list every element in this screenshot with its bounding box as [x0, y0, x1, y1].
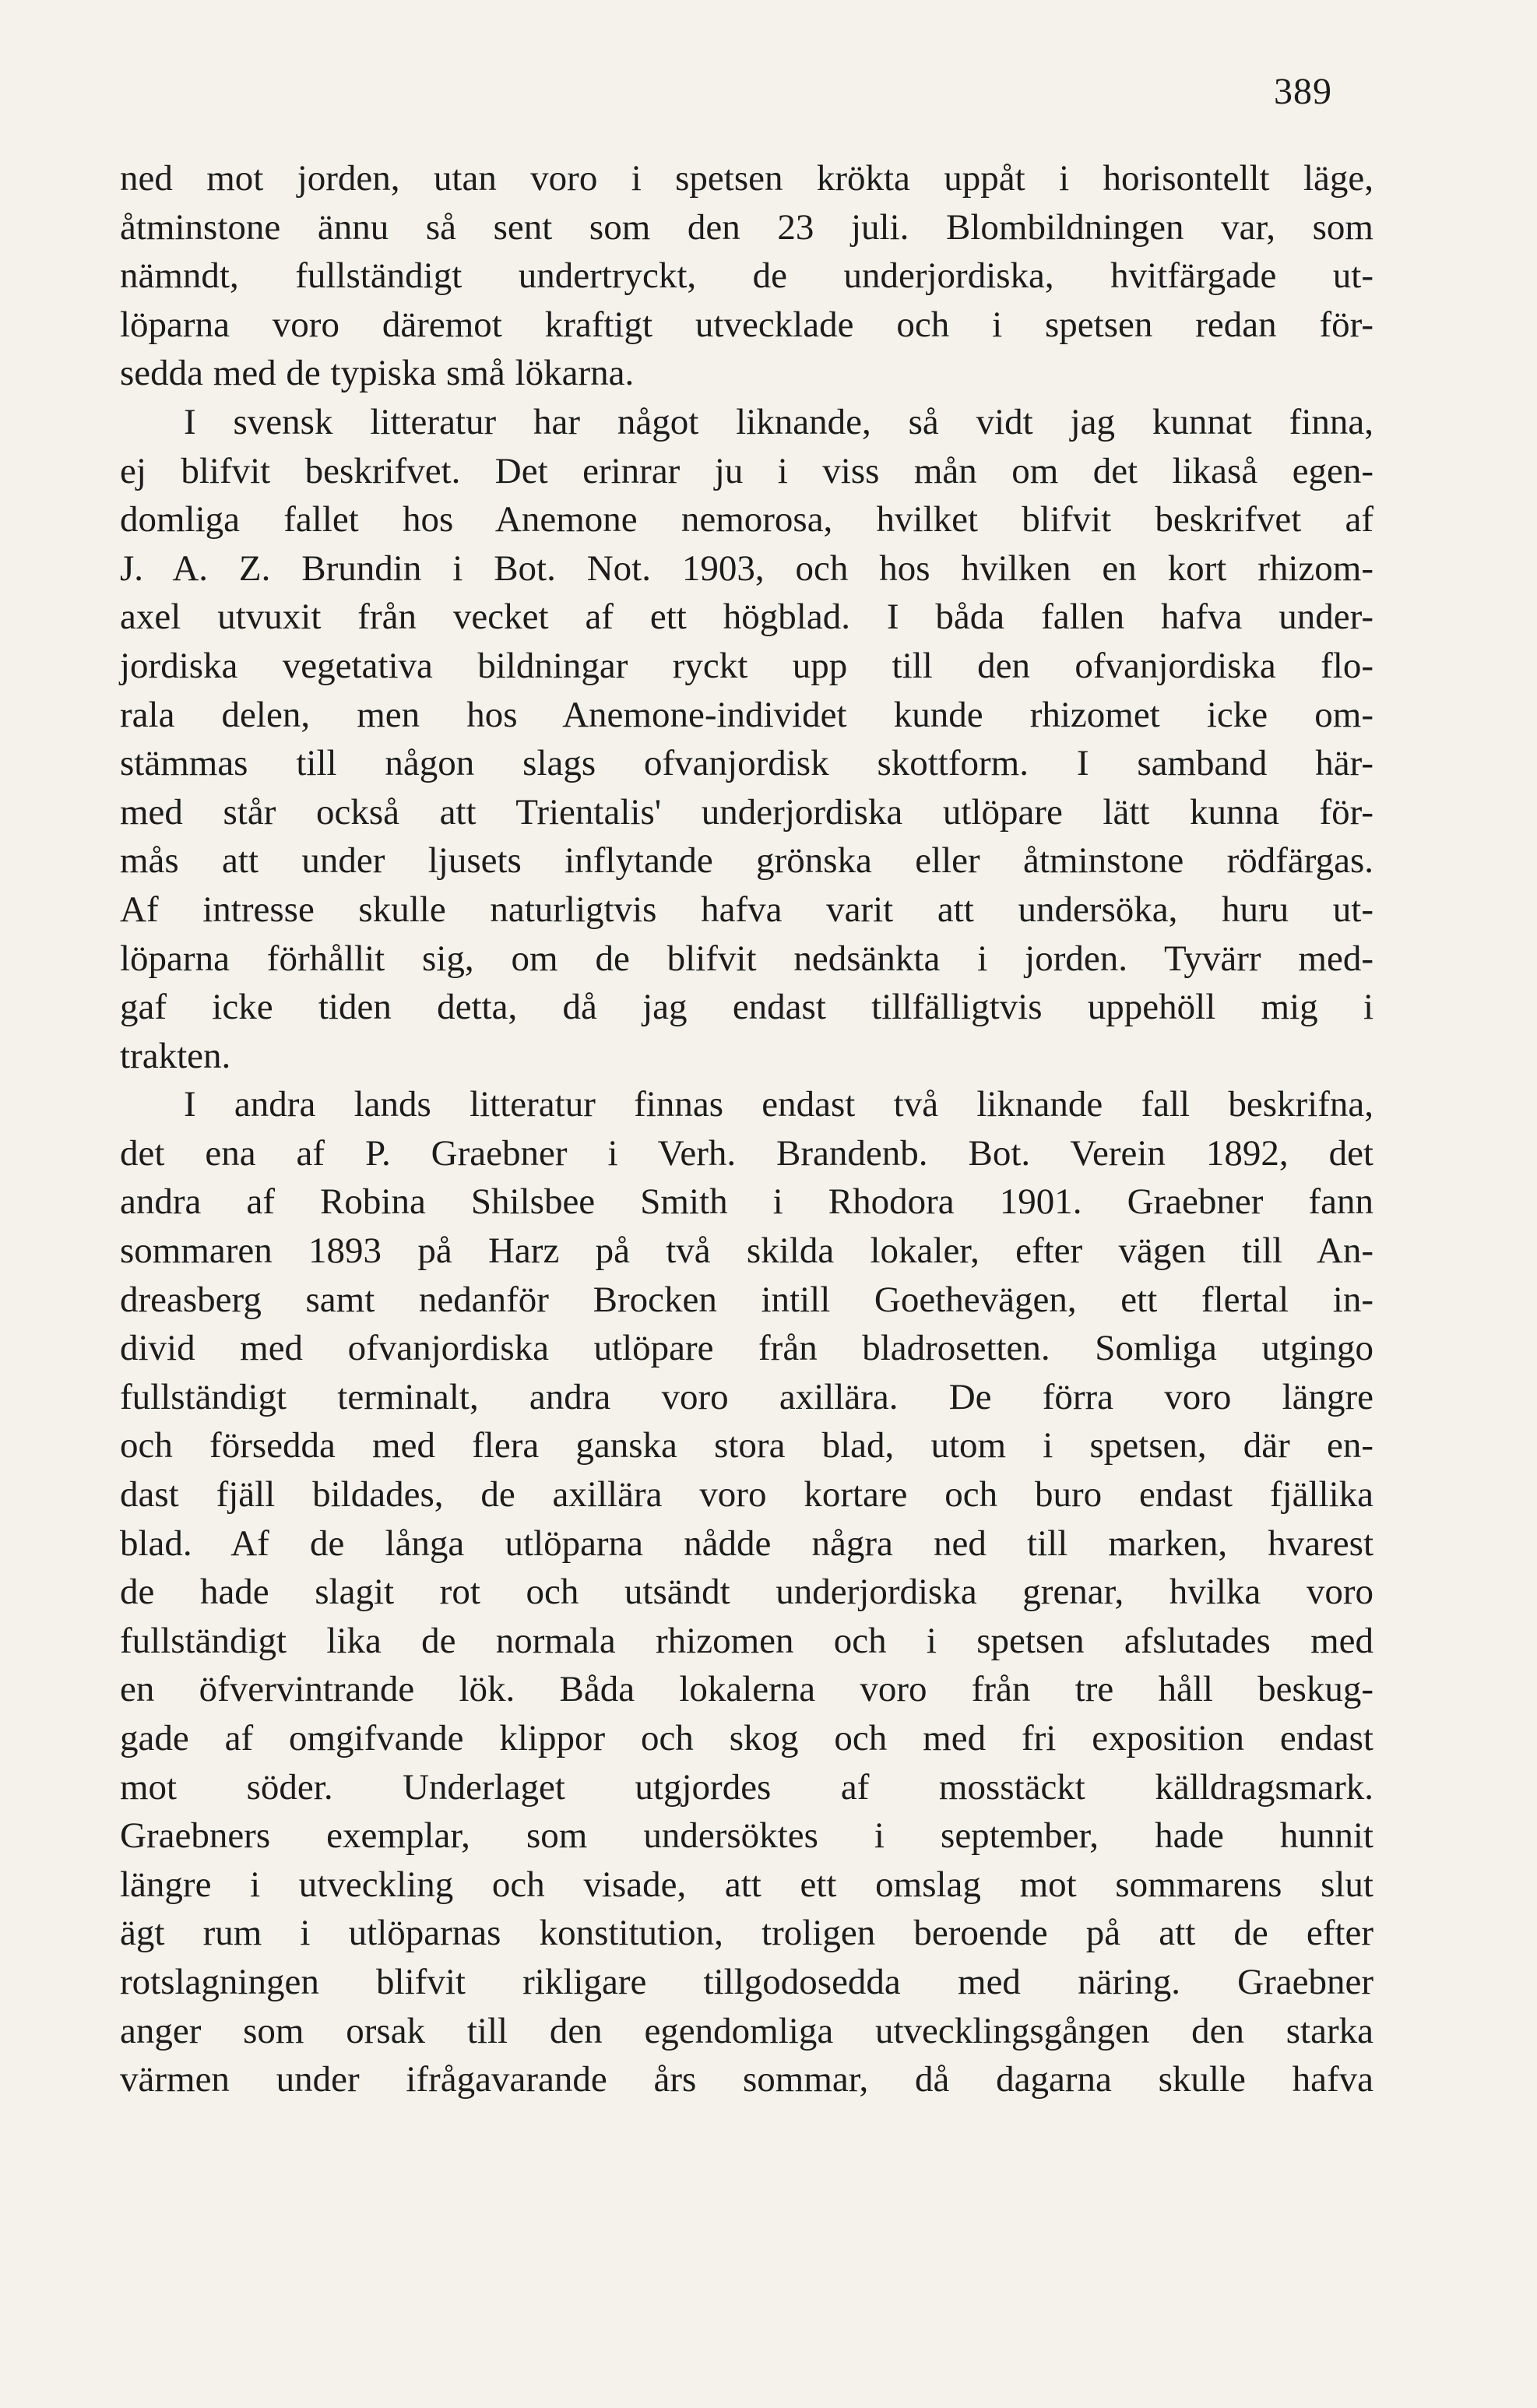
text-line: ned mot jorden, utan voro i spetsen krökta uppåt i horisontellt läge, — [120, 158, 1373, 199]
text-line: I svensk litteratur har något liknande, så vidt jag kunnat finna, — [184, 401, 1373, 442]
text-line: axel utvuxit från vecket af ett högblad. I båda fallen hafva under- — [120, 597, 1373, 638]
text-line: värmen under ifrågavarande års sommar, då dagarna skulle hafva — [120, 2059, 1373, 2100]
text-line: andra af Robina Shilsbee Smith i Rhodora 1901. Graebner fann — [120, 1181, 1373, 1223]
text-line: löparna voro däremot kraftigt utvecklade och i spetsen redan för- — [120, 304, 1373, 345]
text-line: ej blifvit beskrifvet. Det erinrar ju i viss mån om det likaså egen- — [120, 450, 1373, 491]
text-line: löparna förhållit sig, om de blifvit nedsänkta i jorden. Tyvärr med- — [120, 938, 1373, 979]
text-line: gade af omgifvande klippor och skog och med fri exposition endast — [120, 1718, 1373, 1758]
text-line: en öfvervintrande lök. Båda lokalerna voro från tre håll beskug- — [120, 1669, 1373, 1710]
text-line: blad. Af de långa utlöparna nådde några ned till marken, hvarest — [120, 1523, 1373, 1564]
text-line: fullständigt lika de normala rhizomen och i spetsen afslutades med — [120, 1620, 1373, 1661]
text-line: gaf icke tiden detta, då jag endast tillfälligtvis uppehöll mig i — [120, 987, 1373, 1028]
text-line: stämmas till någon slags ofvanjordisk skottform. I samband här- — [120, 743, 1373, 784]
text-line: dast fjäll bildades, de axillära voro kortare och buro endast fjällika — [120, 1474, 1373, 1516]
text-line: mås att under ljusets inflytande grönska eller åtminstone rödfärgas. — [120, 840, 1373, 882]
text-line: trakten. — [120, 1035, 231, 1076]
text-line: längre i utveckling och visade, att ett omslag mot sommarens slut — [120, 1864, 1373, 1905]
text-line: nämndt, fullständigt undertryckt, de underjordiska, hvitfärgade ut- — [120, 255, 1373, 297]
text-line: anger som orsak till den egendomliga utvecklingsgången den starka — [120, 2010, 1373, 2051]
text-line: rotslagningen blifvit rikligare tillgodosedda med näring. Graebner — [120, 1961, 1373, 2002]
text-line: sedda med de typiska små lökarna. — [120, 353, 635, 394]
text-line: J. A. Z. Brundin i Bot. Not. 1903, och hos hvilken en kort rhizom- — [120, 547, 1373, 589]
text-line: I andra lands litteratur finnas endast två liknande fall beskrifna, — [184, 1084, 1373, 1125]
text-line: mot söder. Underlaget utgjordes af mosstäckt källdragsmark. — [120, 1766, 1373, 1808]
text-line: Af intresse skulle naturligtvis hafva varit att undersöka, huru ut- — [120, 889, 1373, 930]
text-line: åtminstone ännu så sent som den 23 juli. Blombildningen var, som — [120, 206, 1373, 248]
text-line: divid med ofvanjordiska utlöpare från bladrosetten. Somliga utgingo — [120, 1328, 1373, 1369]
text-line: det ena af P. Graebner i Verh. Brandenb. Bot. Verein 1892, det — [120, 1132, 1373, 1174]
text-line: jordiska vegetativa bildningar ryckt upp till den ofvanjordiska flo- — [120, 645, 1373, 686]
text-line: rala delen, men hos Anemone-individet kunde rhizomet icke om- — [120, 694, 1373, 735]
text-line: de hade slagit rot och utsändt underjordiska grenar, hvilka voro — [120, 1572, 1373, 1613]
text-line: domliga fallet hos Anemone nemorosa, hvilket blifvit beskrifvet af — [120, 499, 1373, 540]
text-line: med står också att Trientalis' underjordiska utlöpare lätt kunna för- — [120, 791, 1373, 833]
text-line: ägt rum i utlöparnas konstitution, troligen beroende på att de efter — [120, 1913, 1373, 1954]
body-text — [120, 154, 1373, 2104]
text-line: Graebners exemplar, som undersöktes i september, hade hunnit — [120, 1815, 1373, 1857]
text-line: fullständigt terminalt, andra voro axillära. De förra voro längre — [120, 1376, 1373, 1417]
page-number: 389 — [1274, 71, 1332, 112]
text-line: dreasberg samt nedanför Brocken intill Goethevägen, ett flertal in- — [120, 1279, 1373, 1320]
text-line: sommaren 1893 på Harz på två skilda lokaler, efter vägen till An- — [120, 1230, 1373, 1272]
text-line: och försedda med flera ganska stora blad, utom i spetsen, där en- — [120, 1425, 1373, 1466]
